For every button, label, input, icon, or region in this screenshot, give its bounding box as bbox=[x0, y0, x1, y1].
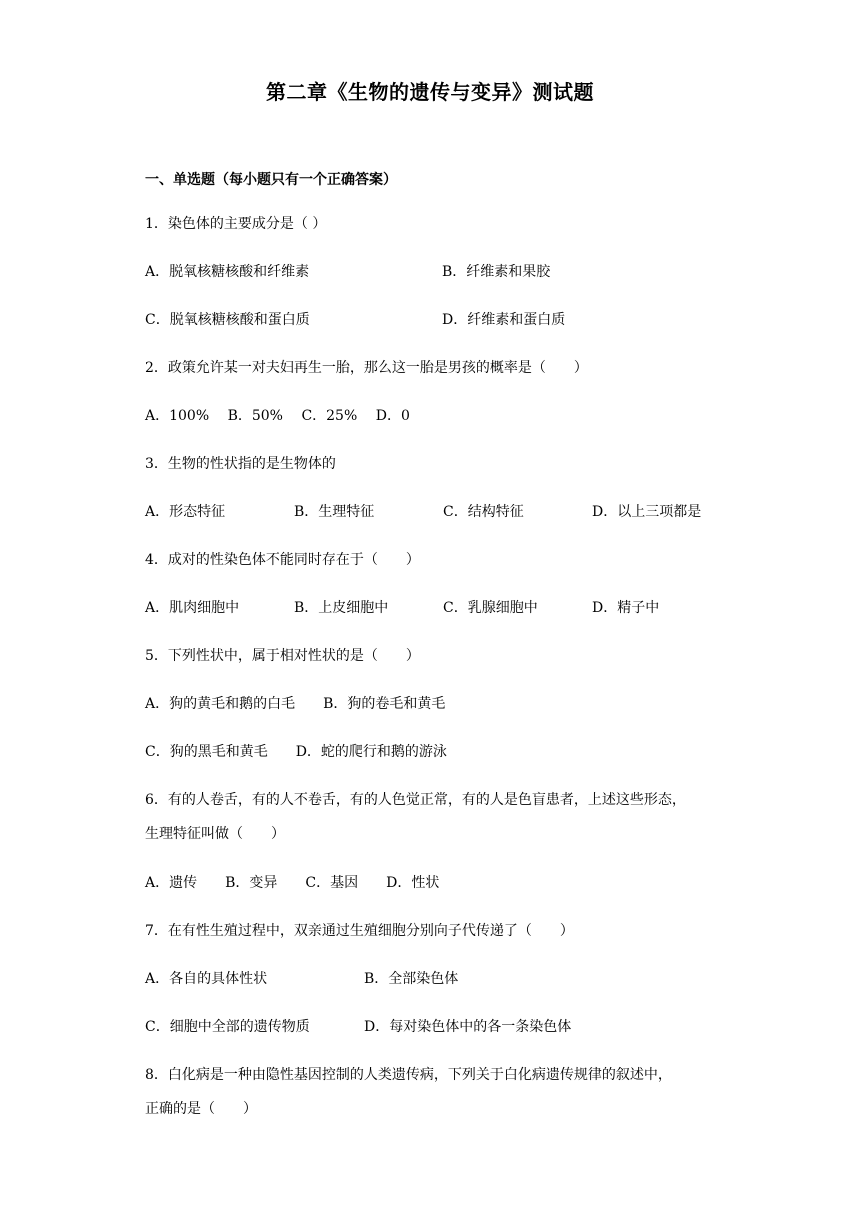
option-a: A．形态特征 bbox=[145, 504, 226, 520]
option-c: C．结构特征 bbox=[443, 504, 524, 520]
question-6-stem-line-2: 生理特征叫做（ ） bbox=[145, 826, 285, 842]
question-4-stem: 4．成对的性染色体不能同时存在于（ ） bbox=[145, 552, 420, 568]
question-3-options bbox=[145, 501, 740, 521]
question-7-options-row-1 bbox=[145, 968, 740, 988]
question-2-stem: 2．政策允许某一对夫妇再生一胎，那么这一胎是男孩的概率是（ ） bbox=[145, 360, 588, 376]
option-b: B．全部染色体 bbox=[364, 971, 459, 987]
question-4-options bbox=[145, 597, 740, 617]
section-heading: 一、单选题（每小题只有一个正确答案） bbox=[145, 172, 397, 188]
question-1-options-row-2 bbox=[145, 309, 740, 329]
question-6-stem-line-1: 6．有的人卷舌，有的人不卷舌，有的人色觉正常，有的人是色盲患者，上述这些形态， bbox=[145, 792, 686, 808]
option-b: B．生理特征 bbox=[294, 504, 375, 520]
question-8-stem-line-1: 8．白化病是一种由隐性基因控制的人类遗传病，下列关于白化病遗传规律的叙述中， bbox=[145, 1067, 672, 1083]
question-5-options-cd: C．狗的黑毛和黄毛 D．蛇的爬行和鹅的游泳 bbox=[145, 744, 447, 760]
option-d: D．纤维素和蛋白质 bbox=[442, 312, 566, 328]
question-2-options: A．100% B．50% C．25% D．0 bbox=[145, 408, 410, 424]
option-a: A．各自的具体性状 bbox=[145, 971, 268, 987]
question-8-stem-line-2: 正确的是（ ） bbox=[145, 1101, 257, 1117]
option-a: A．肌肉细胞中 bbox=[145, 600, 240, 616]
option-d: D．每对染色体中的各一条染色体 bbox=[364, 1019, 572, 1035]
option-c: C．细胞中全部的遗传物质 bbox=[145, 1019, 310, 1035]
question-3-stem: 3．生物的性状指的是生物体的 bbox=[145, 456, 336, 472]
question-5-stem: 5．下列性状中，属于相对性状的是（ ） bbox=[145, 648, 420, 664]
question-1-stem: 1．染色体的主要成分是（ ） bbox=[145, 216, 327, 232]
option-c: C．乳腺细胞中 bbox=[443, 600, 538, 616]
page-title: 第二章《生物的遗传与变异》测试题 bbox=[266, 80, 594, 104]
question-7-options-row-2 bbox=[145, 1016, 740, 1036]
question-7-stem: 7．在有性生殖过程中，双亲通过生殖细胞分别向子代传递了（ ） bbox=[145, 923, 574, 939]
option-b: B．上皮细胞中 bbox=[294, 600, 389, 616]
question-5-options-ab: A．狗的黄毛和鹅的白毛 B．狗的卷毛和黄毛 bbox=[145, 696, 446, 712]
option-a: A．脱氧核糖核酸和纤维素 bbox=[145, 264, 310, 280]
question-6-options: A．遗传 B．变异 C．基因 D．性状 bbox=[145, 875, 440, 891]
option-b: B．纤维素和果胶 bbox=[442, 264, 551, 280]
question-1-options-row-1 bbox=[145, 261, 740, 281]
option-c: C．脱氧核糖核酸和蛋白质 bbox=[145, 312, 310, 328]
option-d: D．精子中 bbox=[592, 600, 660, 616]
option-d: D．以上三项都是 bbox=[592, 504, 702, 520]
